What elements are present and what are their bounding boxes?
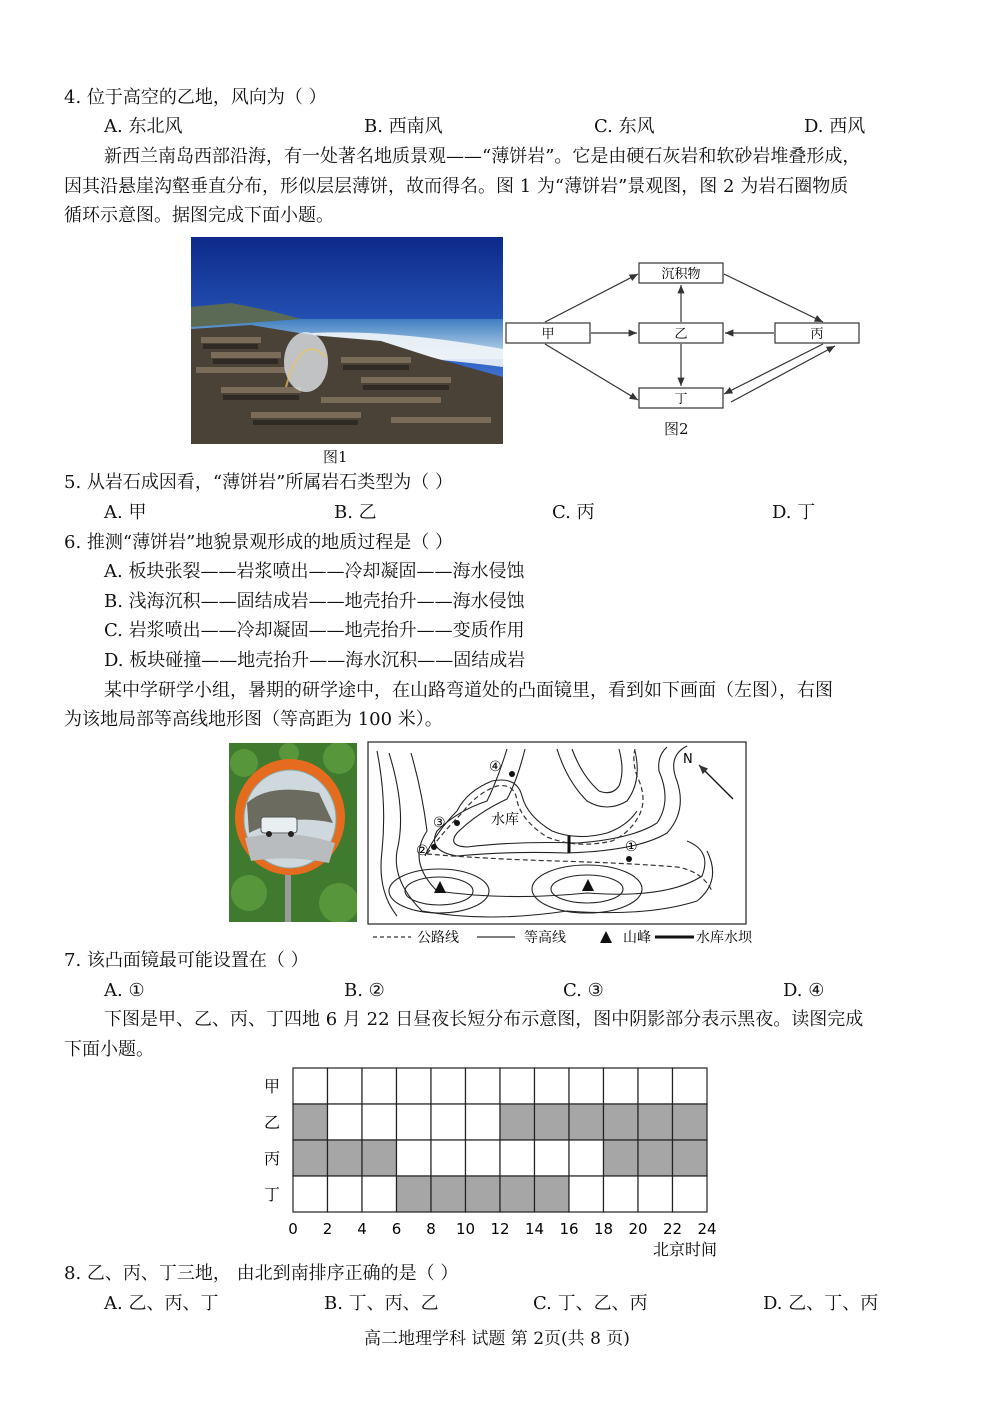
q5-option-c: C. 丙 (552, 502, 595, 523)
cell-r0-c3 (397, 1068, 432, 1104)
q4-stem: 4. 位于高空的乙地，风向为（ ） (64, 87, 327, 108)
x-tick-24: 24 (697, 1220, 717, 1238)
point-2-label: ② (416, 843, 429, 859)
cell-r3-c0 (293, 1176, 328, 1212)
cell-r0-c10 (638, 1068, 673, 1104)
x-tick-10: 10 (455, 1220, 476, 1238)
x-tick-6: 6 (391, 1220, 402, 1238)
cell-r1-c6 (500, 1104, 535, 1140)
cell-r1-c10 (638, 1104, 673, 1140)
intro1-line3: 循环示意图。据图完成下面小题。 (64, 205, 334, 226)
row-label-3: 丁 (263, 1185, 281, 1204)
q6-option-a: A. 板块张裂——岩浆喷出——冷却凝固——海水侵蚀 (104, 561, 525, 582)
cell-r1-c9 (604, 1104, 639, 1140)
page-footer: 高二地理学科 试题 第 2页(共 8 页) (364, 1329, 630, 1349)
q6-option-c: C. 岩浆喷出——冷却凝固——地壳抬升——变质作用 (104, 620, 525, 641)
cell-r2-c8 (569, 1140, 604, 1176)
fig1-caption: 图1 (323, 448, 348, 466)
q6-stem: 6. 推测“薄饼岩”地貌景观形成的地质过程是（ ） (64, 532, 454, 553)
q8-option-d: D. 乙、丁、丙 (763, 1293, 879, 1314)
cell-r3-c6 (500, 1176, 535, 1212)
cell-r3-c3 (397, 1176, 432, 1212)
cell-r1-c5 (466, 1104, 501, 1140)
intro3-line2: 下面小题。 (64, 1039, 154, 1060)
cell-r3-c2 (362, 1176, 397, 1212)
cell-r2-c5 (466, 1140, 501, 1176)
cell-r3-c1 (328, 1176, 363, 1212)
cell-r0-c7 (535, 1068, 570, 1104)
x-tick-16: 16 (559, 1220, 579, 1238)
intro1-line1: 新西兰南岛西部沿海，有一处著名地质景观——“薄饼岩”。它是由硬石灰岩和软砂岩堆叠形成， (104, 146, 861, 167)
cell-r0-c4 (431, 1068, 466, 1104)
point-3-label: ③ (433, 815, 446, 831)
x-tick-18: 18 (593, 1220, 614, 1238)
cell-r2-c3 (397, 1140, 432, 1176)
cell-r3-c11 (673, 1176, 708, 1212)
pancake-rocks-photo (191, 237, 503, 444)
rock-cycle-diagram (505, 262, 861, 412)
cell-r0-c0 (293, 1068, 328, 1104)
cell-r0-c11 (673, 1068, 708, 1104)
q4-option-c: C. 东风 (594, 116, 655, 137)
cell-r1-c0 (293, 1104, 328, 1140)
q8-option-b: B. 丁、丙、乙 (324, 1293, 439, 1314)
cell-r0-c2 (362, 1068, 397, 1104)
x-tick-2: 2 (322, 1220, 333, 1238)
cell-r2-c1 (328, 1140, 363, 1176)
legend-peak-label: 山峰 (623, 930, 651, 946)
q6-option-b: B. 浅海沉积——固结成岩——地壳抬升——海水侵蚀 (104, 591, 525, 612)
cell-r0-c8 (569, 1068, 604, 1104)
cell-r1-c11 (673, 1104, 708, 1140)
convex-mirror-photo (229, 743, 357, 922)
x-tick-8: 8 (426, 1220, 436, 1238)
box-jia: 甲 (541, 327, 555, 342)
intro2-line2: 为该地局部等高线地形图（等高距为 100 米）。 (64, 709, 443, 730)
q4-option-d: D. 西风 (804, 116, 866, 137)
cell-r2-c2 (362, 1140, 397, 1176)
row-label-0: 甲 (263, 1077, 281, 1096)
cell-r2-c11 (673, 1140, 708, 1176)
cell-r1-c2 (362, 1104, 397, 1140)
cell-r3-c9 (604, 1176, 639, 1212)
cell-r1-c4 (431, 1104, 466, 1140)
day-night-chart (255, 1062, 735, 1262)
q5-option-d: D. 丁 (772, 502, 816, 523)
cell-r0-c1 (328, 1068, 363, 1104)
q8-option-a: A. 乙、丙、丁 (104, 1293, 219, 1314)
cell-r2-c4 (431, 1140, 466, 1176)
cell-r2-c10 (638, 1140, 673, 1176)
q7-option-b: B. ② (344, 980, 385, 1001)
x-tick-12: 12 (490, 1220, 510, 1238)
cell-r0-c9 (604, 1068, 639, 1104)
x-tick-22: 22 (662, 1220, 683, 1238)
cell-r2-c0 (293, 1140, 328, 1176)
box-ding: 丁 (674, 392, 688, 407)
cell-r1-c3 (397, 1104, 432, 1140)
cell-r1-c1 (328, 1104, 363, 1140)
q7-option-a: A. ① (104, 980, 145, 1001)
row-label-1: 乙 (263, 1113, 281, 1132)
q5-option-a: A. 甲 (104, 502, 147, 523)
north-label: N (683, 752, 693, 767)
cell-r2-c6 (500, 1140, 535, 1176)
cell-r0-c5 (466, 1068, 501, 1104)
q7-option-d: D. ④ (783, 980, 825, 1001)
cell-r3-c7 (535, 1176, 570, 1212)
box-bing: 丙 (810, 327, 824, 342)
cell-r1-c7 (535, 1104, 570, 1140)
box-sediment: 沉积物 (661, 267, 701, 282)
cell-r3-c8 (569, 1176, 604, 1212)
intro1-line2: 因其沿悬崖沟壑垂直分布，形似层层薄饼，故而得名。图 1 为“薄饼岩”景观图，图 2 为岩石圈物质 (64, 176, 849, 197)
x-tick-4: 4 (357, 1220, 367, 1238)
q4-option-a: A. 东北风 (104, 116, 183, 137)
q5-stem: 5. 从岩石成因看，“薄饼岩”所属岩石类型为（ ） (64, 472, 454, 493)
cell-r3-c5 (466, 1176, 501, 1212)
legend-peak-icon (600, 931, 612, 943)
cell-r1-c8 (569, 1104, 604, 1140)
q8-option-c: C. 丁、乙、丙 (533, 1293, 648, 1314)
contour-map (367, 741, 747, 925)
q7-stem: 7. 该凸面镜最可能设置在（ ） (64, 950, 309, 971)
q5-option-b: B. 乙 (334, 502, 377, 523)
cell-r3-c10 (638, 1176, 673, 1212)
intro2-line1: 某中学研学小组，暑期的研学途中，在山路弯道处的凸面镜里，看到如下画面（左图），右图 (104, 680, 833, 701)
point-4-label: ④ (489, 759, 502, 775)
box-yi: 乙 (674, 327, 688, 342)
fig2-caption: 图2 (664, 420, 689, 438)
reservoir-label: 水库 (491, 812, 519, 828)
cell-r2-c7 (535, 1140, 570, 1176)
map-legend (367, 926, 767, 948)
cell-r0-c6 (500, 1068, 535, 1104)
cell-r3-c4 (431, 1176, 466, 1212)
legend-dam-label: 水库水坝 (696, 930, 752, 946)
point-1-label: ① (625, 839, 638, 855)
x-tick-20: 20 (628, 1220, 648, 1238)
legend-road-label: 公路线 (417, 930, 459, 946)
chart-xlabel: 北京时间 (652, 1240, 717, 1259)
row-label-2: 丙 (263, 1149, 281, 1168)
cell-r2-c9 (604, 1140, 639, 1176)
q8-stem: 8. 乙、丙、丁三地， 由北到南排序正确的是（ ） (64, 1263, 459, 1284)
x-tick-14: 14 (524, 1220, 545, 1238)
x-tick-0: 0 (288, 1220, 298, 1238)
q7-option-c: C. ③ (563, 980, 604, 1001)
intro3-line1: 下图是甲、乙、丙、丁四地 6 月 22 日昼夜长短分布示意图，图中阴影部分表示黑夜。读图完成 (104, 1009, 864, 1030)
q4-option-b: B. 西南风 (364, 116, 443, 137)
legend-contour-label: 等高线 (524, 930, 566, 946)
q6-option-d: D. 板块碰撞——地壳抬升——海水沉积——固结成岩 (104, 650, 526, 671)
